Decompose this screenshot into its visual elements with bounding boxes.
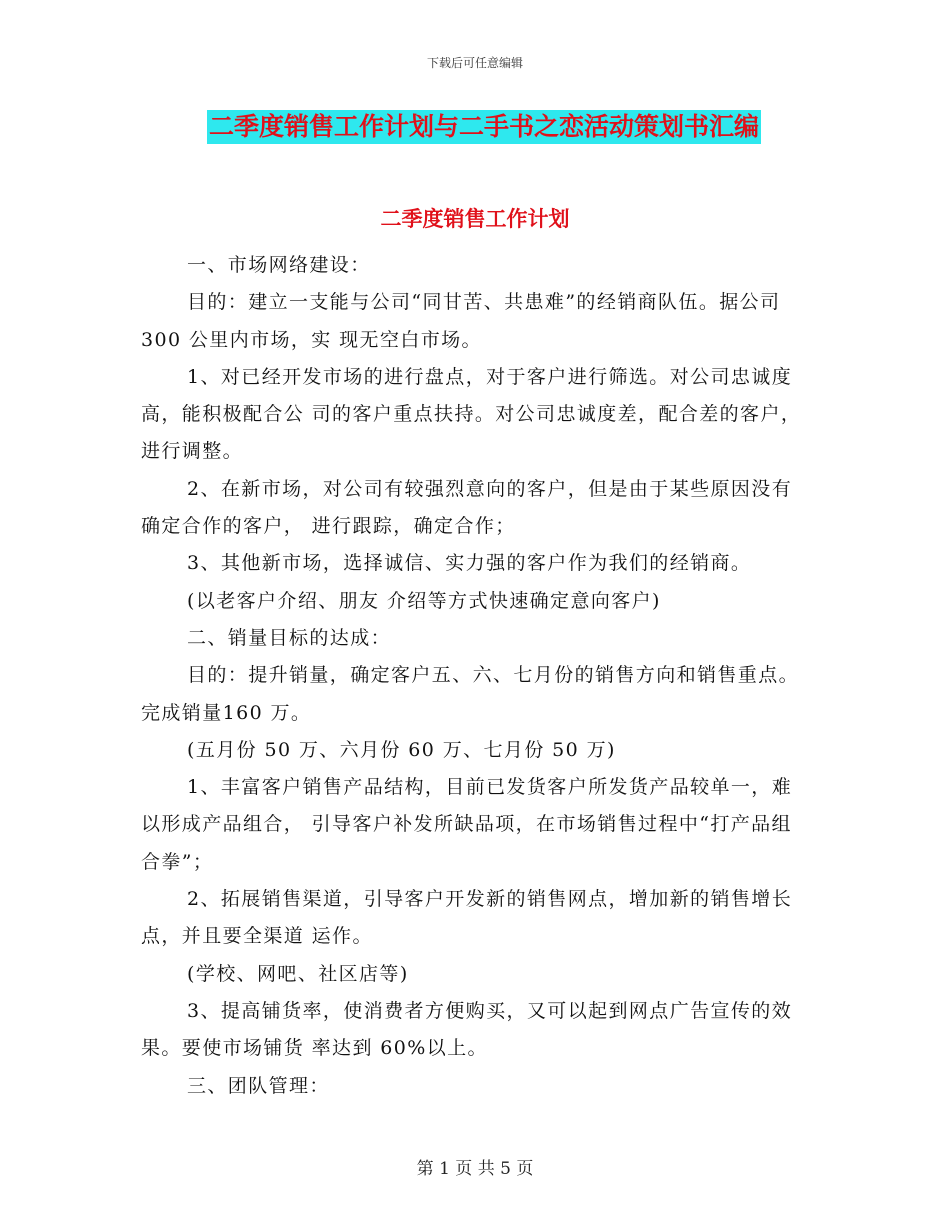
section-title: 二季度销售工作计划 bbox=[380, 207, 570, 231]
main-title-wrapper bbox=[207, 110, 761, 144]
paragraph-note-referral: (以老客户介绍、朋友 介绍等方式快速确定意向客户) bbox=[187, 589, 661, 612]
paragraph-monthly-breakdown: (五月份 50 万、六月份 60 万、七月份 50 万) bbox=[187, 738, 616, 761]
paragraph-item-3: 3、其他新市场，选择诚信、实力强的客户作为我们的经销商。 bbox=[187, 552, 752, 575]
paragraph-channel-examples: (学校、网吧、社区店等) bbox=[187, 962, 409, 985]
heading-market-network: 一、市场网络建设： bbox=[187, 254, 371, 276]
heading-team-management: 三、团队管理： bbox=[187, 1074, 330, 1097]
paragraph-item-1: 1、对已经开发市场的进行盘点，对于客户进行筛选。对公司忠诚度高，能积极配合公 司的客户重点扶持。对公司忠诚度差，配合差的客户，进行调整。 bbox=[141, 365, 802, 463]
paragraph-market-goal: 目的：建立一支能与公司“同甘苦、共患难”的经销商队伍。据公司 300 公里内市场，实 现无空白市场。 bbox=[141, 291, 781, 351]
paragraph-sales-channels: 2、拓展销售渠道，引导客户开发新的销售网点，增加新的销售增长点，并且要全渠道 运作。 bbox=[141, 888, 793, 948]
main-title: 二季度销售工作计划与二手书之恋活动策划书汇编 bbox=[207, 110, 761, 144]
paragraph-sales-goal: 目的：提升销量，确定客户五、六、七月份的销售方向和销售重点。完成销量160 万。 bbox=[141, 664, 800, 724]
page-footer: 第 1 页 共 5 页 bbox=[416, 1159, 534, 1179]
heading-sales-target: 二、销量目标的达成： bbox=[187, 626, 392, 649]
paragraph-product-structure: 1、丰富客户销售产品结构，目前已发货客户所发货产品较单一，难以形成产品组合， 引导客户补发所缺品项，在市场销售过程中“打产品组合拳”； bbox=[141, 776, 793, 873]
header-note: 下载后可任意编辑 bbox=[426, 56, 523, 70]
document-body bbox=[141, 247, 809, 1105]
paragraph-item-2: 2、在新市场，对公司有较强烈意向的客户，但是由于某些原因没有确定合作的客户， 进行跟踪，确定合作； bbox=[141, 477, 793, 538]
paragraph-distribution-rate: 3、提高铺货率，使消费者方便购买，又可以起到网点广告宣传的效果。要使市场铺货 率达到 60%以上。 bbox=[141, 999, 793, 1060]
